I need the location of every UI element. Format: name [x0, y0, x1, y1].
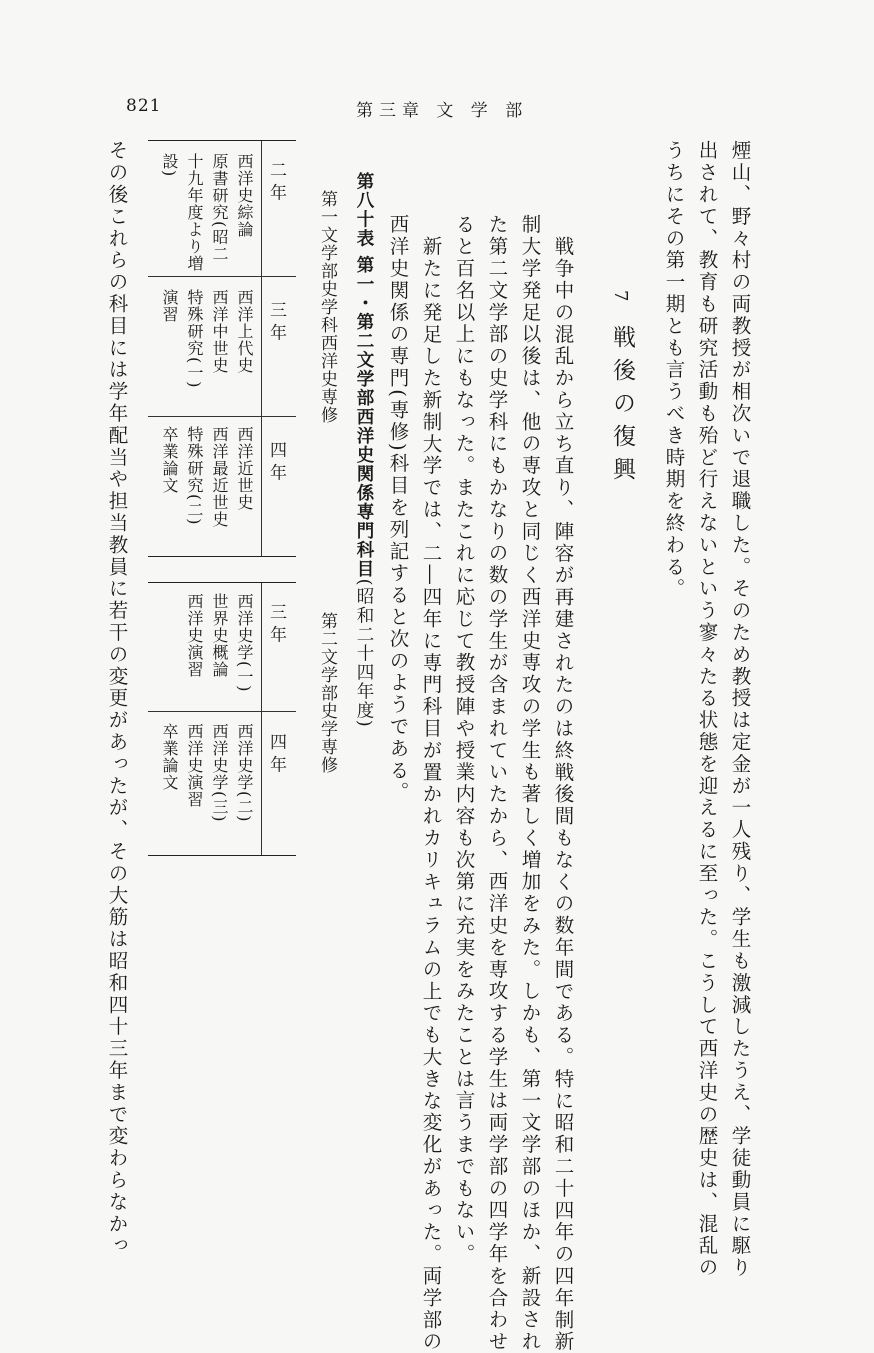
page-number: 821: [126, 96, 162, 116]
table2-cell: 西洋史学(一): [235, 593, 254, 693]
body-line: 戦争中の混乱から立ち直り、陣容が再建されたのは終戦後間もなくの数年間である。特に昭和二十四年の四年制新: [551, 236, 575, 1353]
table1-cell: 西洋最近世史: [210, 426, 229, 528]
table2-cell: 卒業論文: [160, 723, 179, 791]
table2-cell: 西洋史学(三): [210, 723, 229, 823]
table1-header-year3: 三 年: [266, 301, 286, 341]
table2-cell: 西洋史学(二): [235, 723, 254, 823]
table1-cell: 設): [160, 153, 179, 178]
intro-line: うちにその第一期とも言うべき時期を終わる。: [662, 140, 686, 600]
section-title: 戦後の復興: [609, 325, 635, 490]
table1-cell: 特殊研究(一): [185, 289, 204, 389]
intro-line: 煙山、野々村の両教授が相次いで退職した。そのため教授は定金が一人残り、学生も激減したうえ、学徒動員に駆り: [728, 140, 752, 1279]
table1-header-year4: 四 年: [266, 441, 286, 481]
table1: [148, 140, 296, 557]
table2-cell: 世界史概論: [210, 593, 229, 678]
table1-header-column: [261, 141, 296, 556]
closing-line: その後これらの科目には学年配当や担当教員に若干の変更があったが、その大筋は昭和四十三年まで変わらなかっ: [105, 140, 129, 1257]
body-line: 制大学発足以後は、他の専攻と同じく西洋史専攻の学生も著しく増加をみた。しかも、第一文学部のほか、新設され: [518, 214, 542, 1353]
table1-cell: 卒業論文: [160, 426, 179, 494]
table2: [148, 582, 296, 856]
table1-row-divider: [148, 416, 296, 417]
table2-row-divider: [148, 711, 296, 712]
chapter-title: 第三章 文 学 部: [356, 101, 529, 121]
table2-cell: 西洋史演習: [185, 593, 204, 678]
table1-cell: 西洋近世史: [235, 426, 254, 511]
table1-cell: 西洋中世史: [210, 289, 229, 374]
table1-cell: 西洋史綜論: [235, 153, 254, 238]
table2-header-year4: 四 年: [266, 733, 286, 773]
table2-header-year3: 三 年: [266, 603, 286, 643]
table1-cell: 特殊研究(二): [185, 426, 204, 526]
body-line: 新たに発足した新制大学では、二―四年に専門科目が置かれカリキュラムの上でも大きな変化があった。両学部の: [419, 236, 443, 1353]
body-line: 西洋史関係の専門(専修)科目を列記すると次のようである。: [386, 214, 410, 804]
table1-header-year2: 二 年: [266, 161, 286, 201]
table-caption-title: 第八十表 第一・第二文学部西洋史関係専門科目: [354, 172, 374, 579]
table1-cell: 演習: [160, 289, 179, 323]
body-line: た第二文学部の史学科にもかなりの数の学生が含まれていたから、西洋史を専攻する学生は両学部の四学年を合わせ: [485, 214, 509, 1353]
table2-subtitle: 第二文学部史学専修: [317, 612, 337, 774]
section-number: 7: [610, 290, 631, 302]
body-line: ると百名以上にもなった。またこれに応じて教授陣や授業内容も次第に充実をみたことは言うまでもない。: [452, 214, 476, 1266]
table1-cell: 十九年度より増: [185, 153, 204, 272]
table1-cell: 西洋上代史: [235, 289, 254, 374]
table1-cell: 原書研究(昭二: [210, 153, 229, 263]
table1-subtitle: 第一文学部史学科西洋史専修: [317, 190, 337, 424]
intro-line: 出されて、教育も研究活動も殆ど行えないという寥々たる状態を迎えるに至った。こうして西洋史の歴史は、混乱の: [695, 140, 719, 1279]
table-caption-note: (昭和二十四年度): [354, 578, 374, 729]
table2-cell: 西洋史演習: [185, 723, 204, 808]
table1-row-divider: [148, 276, 296, 277]
table-caption: [352, 172, 377, 728]
